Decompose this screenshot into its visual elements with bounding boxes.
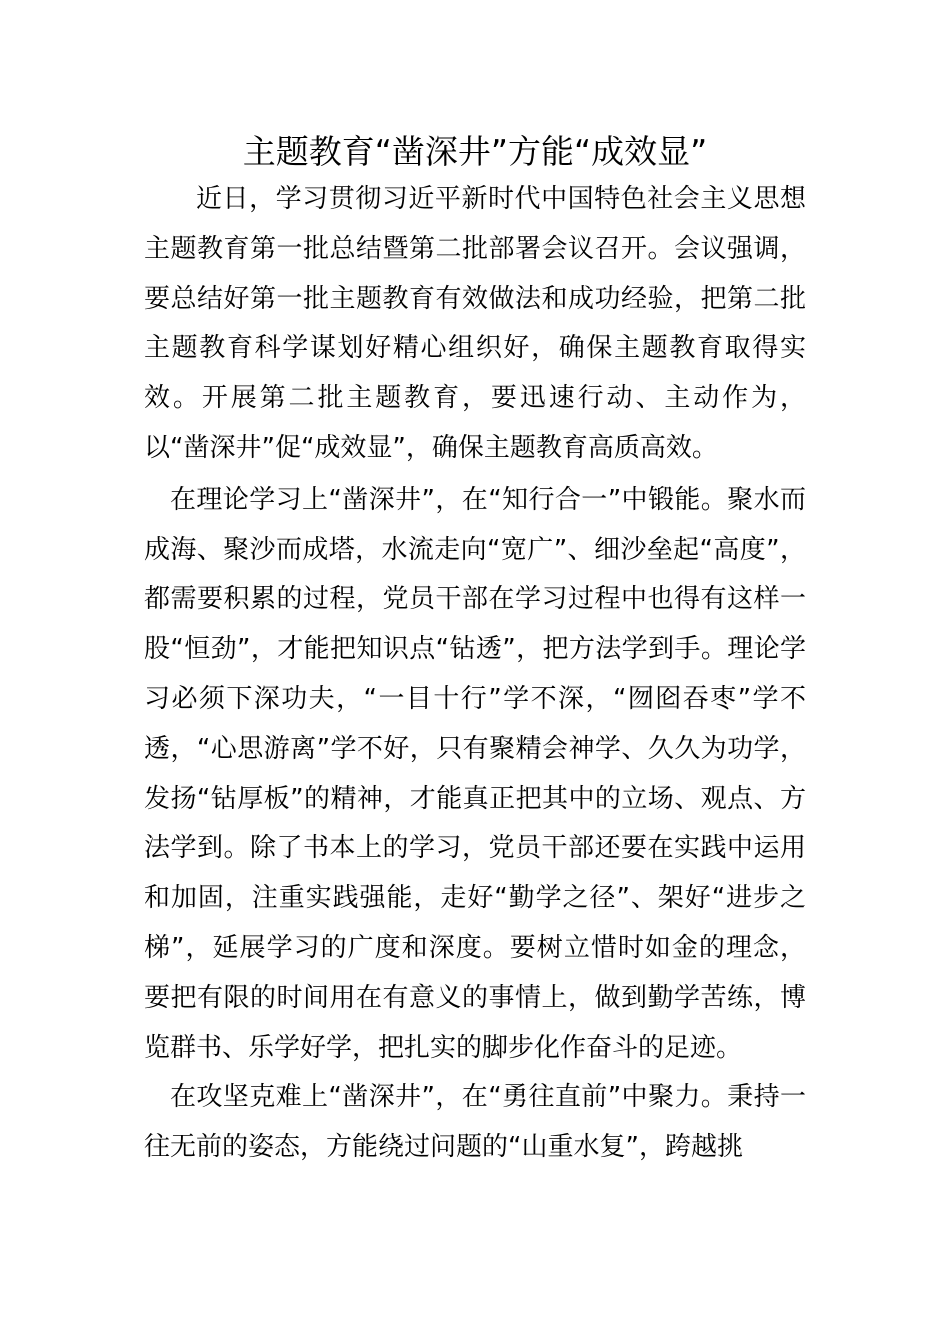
paragraph-1: 近日，学习贯彻习近平新时代中国特色社会主义思想主题教育第一批总结暨第二批部署会议召开。会议强调，要总结好第一批主题教育有效做法和成功经验，把第二批主题教育科学谋划好精心组织好，确保主题教育取得实效。开展第二批主题教育，要迅速行动、主动作为，以“凿深井”促“成效显”，确保主题教育高质高效。 (144, 184, 806, 463)
paragraph-3: 在攻坚克难上“凿深井”，在“勇往直前”中聚力。秉持一往无前的姿态，方能绕过问题的“山重水复”，跨越挑 (144, 1082, 806, 1163)
document-body (144, 175, 806, 1173)
document-title: 主题教育“凿深井”方能“成效显” (242, 132, 708, 171)
paragraph-2: 在理论学习上“凿深井”，在“知行合一”中锻能。聚水而成海、聚沙而成塔，水流走向“宽广”、细沙垒起“高度”，都需要积累的过程，党员干部在学习过程中也得有这样一股“恒劲”，才能把知识点“钻透”，把方法学到手。理论学习必须下深功夫，“一目十行”学不深，“囫囵吞枣”学不透，“心思游离”学不好，只有聚精会神学、久久为功学，发扬“钻厚板”的精神，才能真正把其中的立场、观点、方法学到。除了书本上的学习，党员干部还要在实践中运用和加固，注重实践强能，走好“勤学之径”、架好“进步之梯”，延展学习的广度和深度。要树立惜时如金的理念，要把有限的时间用在有意义的事情上，做到勤学苦练，博览群书、乐学好学，把扎实的脚步化作奋斗的足迹。 (144, 484, 806, 1063)
